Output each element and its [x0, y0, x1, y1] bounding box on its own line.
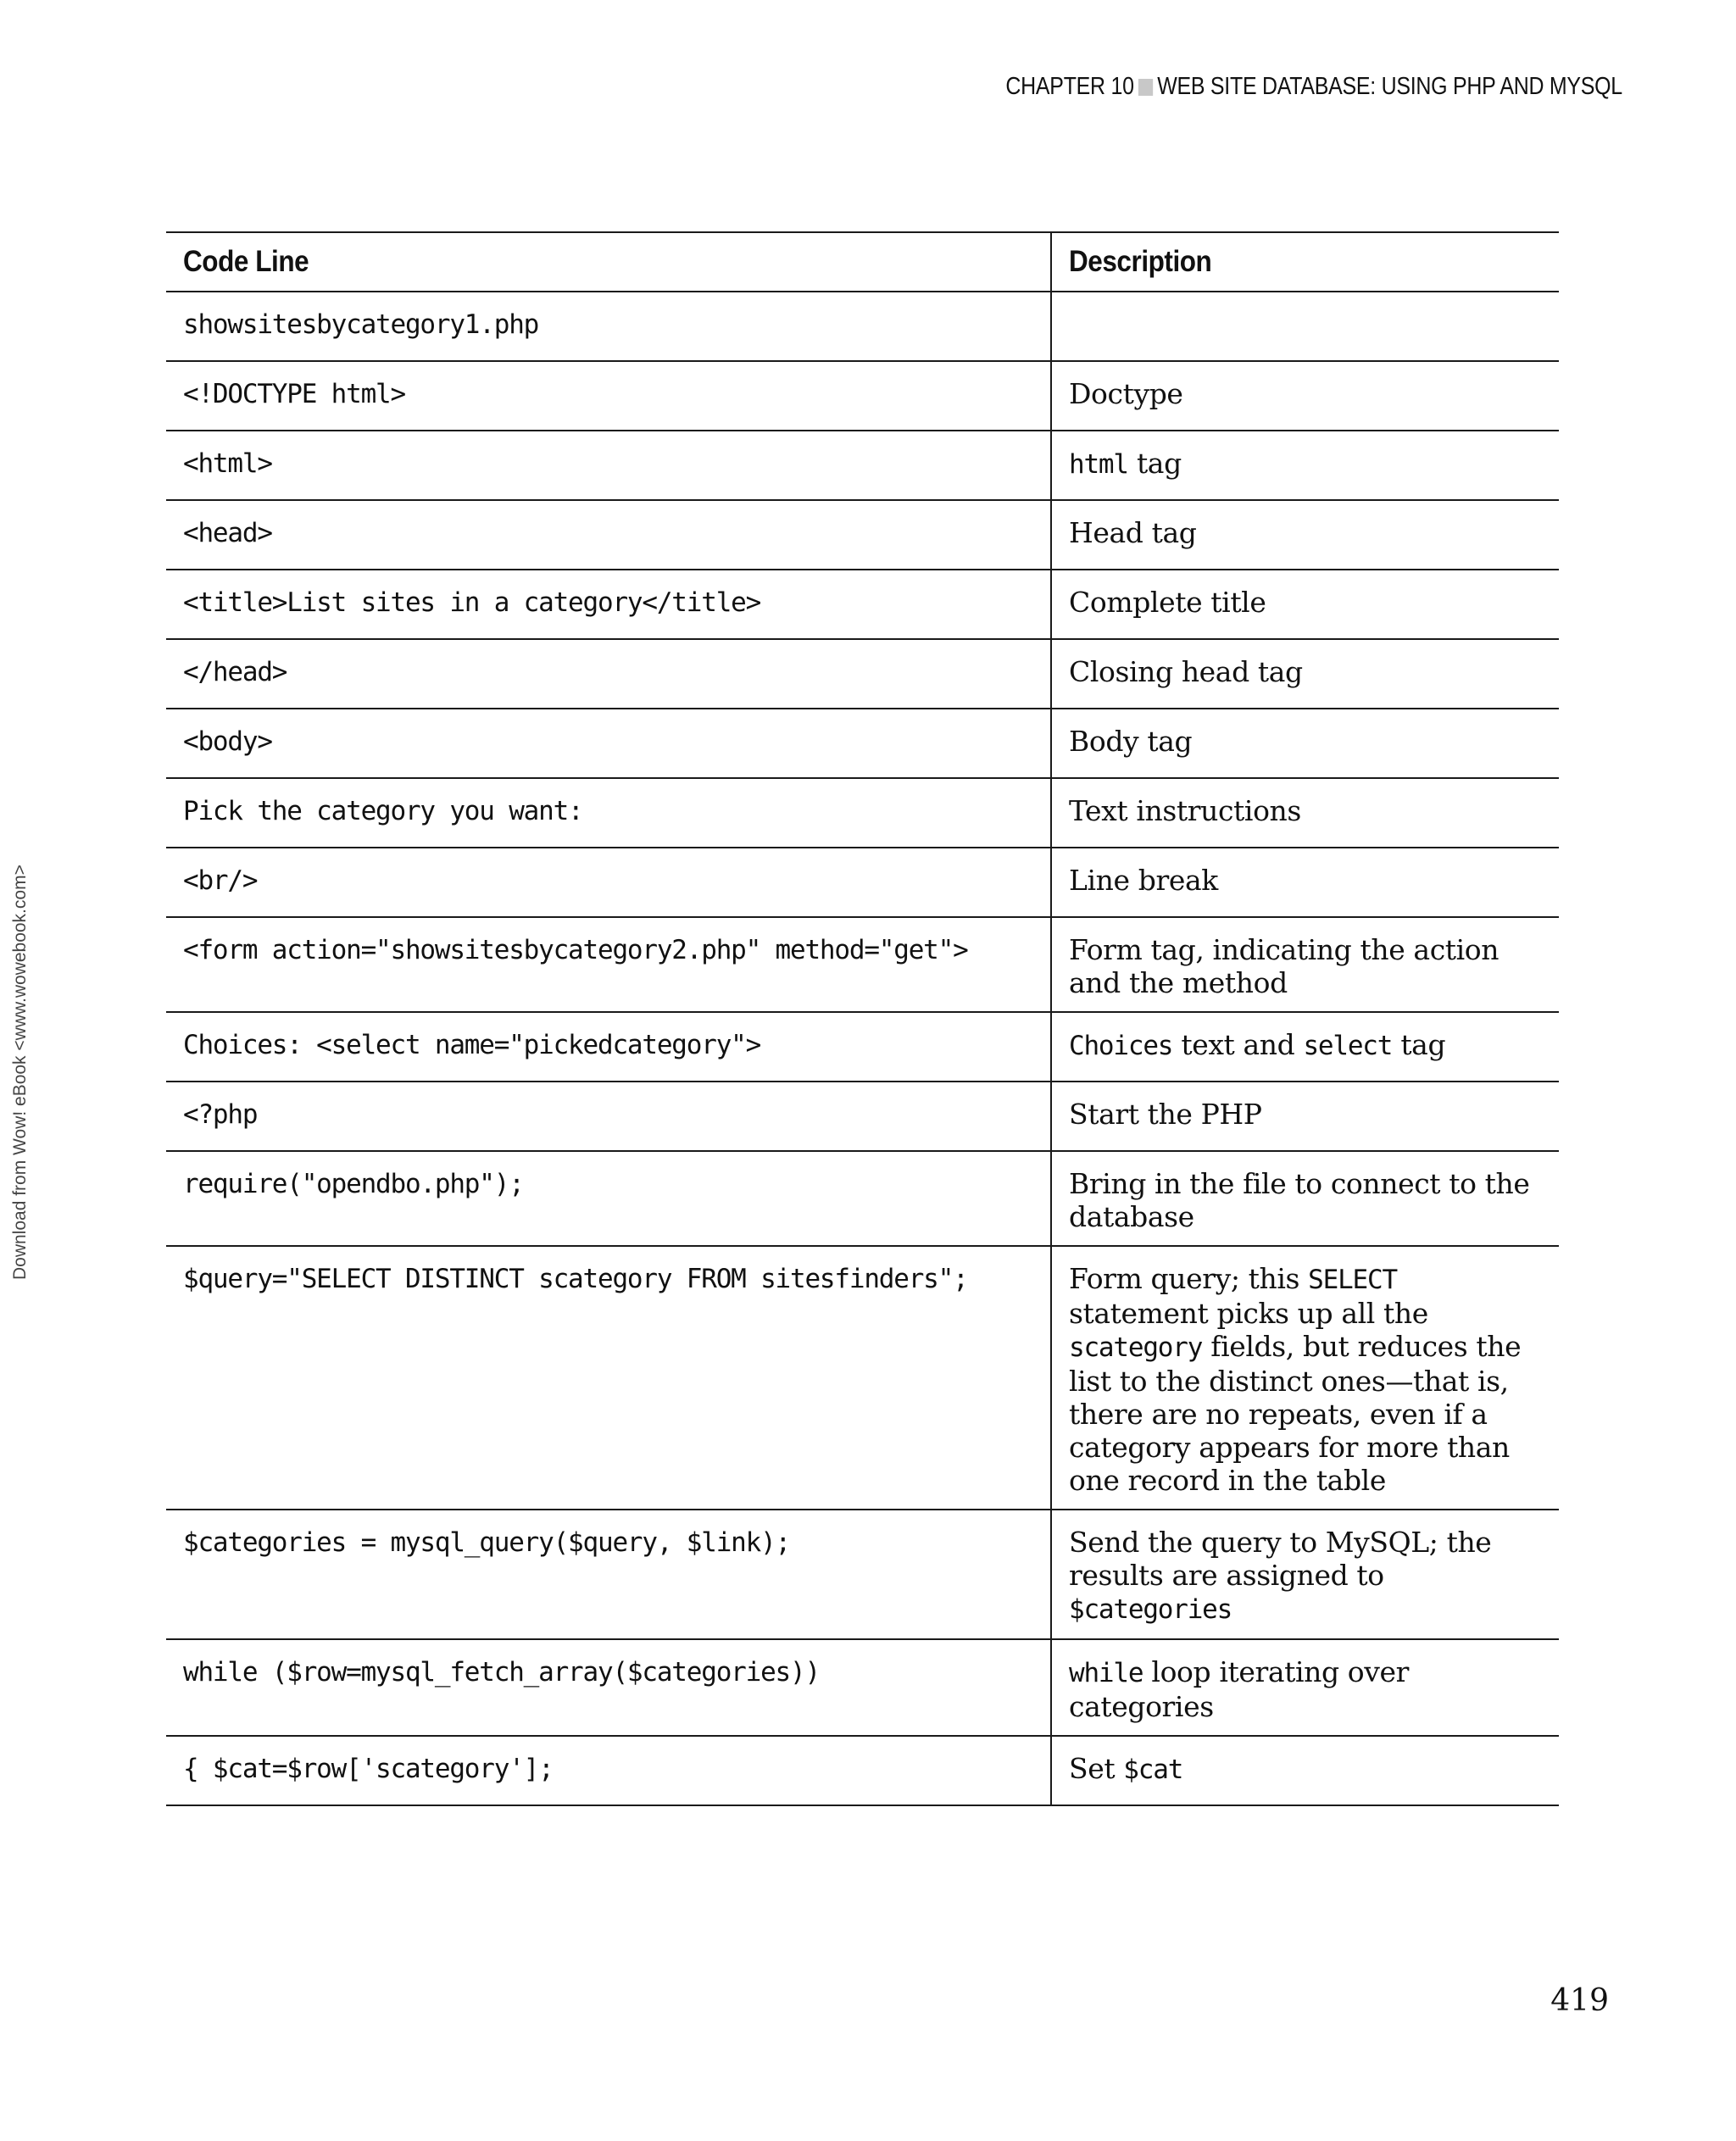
table-row: [166, 1012, 1559, 1082]
table-row: [166, 778, 1559, 848]
code-line-cell: <?php: [166, 1082, 1051, 1151]
table-row: [166, 848, 1559, 917]
table-row: [166, 1082, 1559, 1151]
inline-code: $cat: [1123, 1755, 1183, 1785]
description-cell: [1051, 1246, 1559, 1510]
code-description-table: [166, 231, 1559, 1806]
inline-code: html: [1069, 449, 1128, 480]
inline-code: scategory: [1069, 1332, 1203, 1363]
table-row: [166, 292, 1559, 361]
description-cell: [1051, 639, 1559, 709]
table-row: [166, 1151, 1559, 1246]
page-number: 419: [1550, 1983, 1609, 2018]
table-row: [166, 500, 1559, 570]
description-text: tag: [1127, 447, 1182, 480]
description-text: fields, but reduces the list to the distinct ones—that is, there are no repeats, even if a category appears for more than one record in the table: [1069, 1330, 1522, 1497]
code-line-cell: $categories = mysql_query($query, $link);: [166, 1510, 1051, 1639]
code-line-cell: $query="SELECT DISTINCT scategory FROM sitesfinders";: [166, 1246, 1051, 1510]
code-line-cell: <br/>: [166, 848, 1051, 917]
description-cell: [1051, 778, 1559, 848]
description-text: statement picks up all the: [1069, 1297, 1428, 1330]
code-line-cell: <head>: [166, 500, 1051, 570]
download-watermark: Download from Wow! eBook <www.wowebook.com>: [10, 865, 30, 1280]
description-cell: [1051, 570, 1559, 639]
description-cell: [1051, 1012, 1559, 1082]
chapter-title: WEB SITE DATABASE: USING PHP AND MYSQL: [1157, 73, 1622, 100]
running-header: [1006, 73, 1622, 101]
chapter-label: CHAPTER 10: [1005, 73, 1134, 100]
table-body: [166, 292, 1559, 1805]
inline-code: Choices: [1069, 1031, 1173, 1061]
separator-square-icon: [1138, 79, 1153, 96]
inline-code: SELECT: [1308, 1265, 1397, 1295]
table-row: [166, 709, 1559, 778]
description-cell: [1051, 848, 1559, 917]
code-line-cell: <!DOCTYPE html>: [166, 361, 1051, 431]
code-line-cell: <body>: [166, 709, 1051, 778]
table-row: [166, 431, 1559, 500]
code-line-cell: Choices: <select name="pickedcategory">: [166, 1012, 1051, 1082]
table-row: [166, 639, 1559, 709]
code-line-cell: <html>: [166, 431, 1051, 500]
description-cell: [1051, 1736, 1559, 1805]
description-text: Start the PHP: [1069, 1098, 1262, 1131]
description-text: loop iterating over categories: [1069, 1655, 1410, 1723]
inline-code: $categories: [1069, 1594, 1232, 1625]
code-line-cell: </head>: [166, 639, 1051, 709]
description-cell: [1051, 1510, 1559, 1639]
code-line-cell: require("opendbo.php");: [166, 1151, 1051, 1246]
description-text: tag: [1392, 1028, 1446, 1061]
column-header-code: Code Line: [166, 232, 1051, 292]
description-text: Set: [1069, 1752, 1124, 1785]
table-row: [166, 361, 1559, 431]
description-cell: [1051, 500, 1559, 570]
description-cell: [1051, 1082, 1559, 1151]
description-text: text and: [1172, 1028, 1304, 1061]
table-row: [166, 917, 1559, 1012]
description-text: Line break: [1069, 864, 1218, 897]
description-cell: [1051, 1151, 1559, 1246]
table-header-row: [166, 232, 1559, 292]
description-cell: [1051, 361, 1559, 431]
code-line-cell: showsitesbycategory1.php: [166, 292, 1051, 361]
code-line-cell: { $cat=$row['scategory'];: [166, 1736, 1051, 1805]
description-cell: [1051, 292, 1559, 361]
inline-code: while: [1069, 1658, 1143, 1688]
code-line-cell: <form action="showsitesbycategory2.php" method="get">: [166, 917, 1051, 1012]
description-text: Text instructions: [1069, 794, 1301, 827]
description-cell: [1051, 709, 1559, 778]
description-cell: [1051, 1639, 1559, 1736]
table-row: [166, 570, 1559, 639]
description-text: Form tag, indicating the action and the method: [1069, 933, 1500, 999]
code-line-cell: <title>List sites in a category</title>: [166, 570, 1051, 639]
table-row: [166, 1510, 1559, 1639]
description-text: Form query; this: [1069, 1262, 1309, 1295]
table-row: [166, 1639, 1559, 1736]
description-text: Body tag: [1069, 725, 1193, 758]
code-line-cell: while ($row=mysql_fetch_array($categories)): [166, 1639, 1051, 1736]
table-row: [166, 1246, 1559, 1510]
description-cell: [1051, 917, 1559, 1012]
description-text: Closing head tag: [1069, 655, 1303, 688]
description-text: Complete title: [1069, 586, 1266, 619]
column-header-description: Description: [1051, 232, 1559, 292]
inline-code: select: [1303, 1031, 1393, 1061]
table-row: [166, 1736, 1559, 1805]
description-text: Send the query to MySQL; the results are assigned to: [1069, 1526, 1492, 1592]
description-text: Head tag: [1069, 516, 1197, 549]
code-line-cell: Pick the category you want:: [166, 778, 1051, 848]
description-text: Doctype: [1069, 377, 1183, 410]
description-text: Bring in the file to connect to the database: [1069, 1167, 1530, 1233]
description-cell: [1051, 431, 1559, 500]
